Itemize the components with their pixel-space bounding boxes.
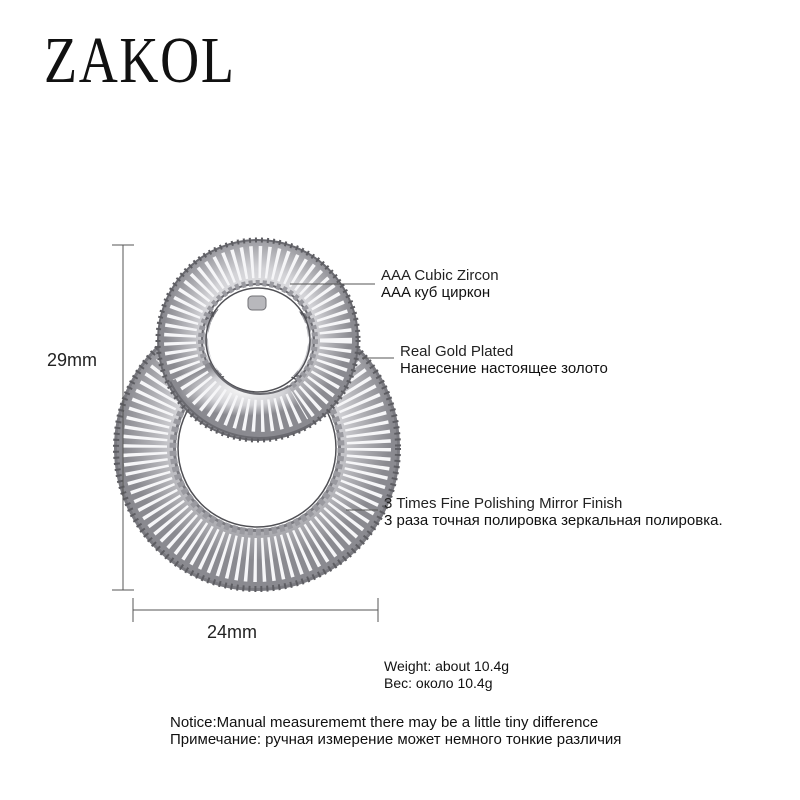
feature-polish-en: 3 Times Fine Polishing Mirror Finish xyxy=(384,495,623,512)
weight-ru: Вес: около 10.4g xyxy=(384,675,493,691)
feature-gold-en: Real Gold Plated xyxy=(400,343,514,360)
feature-zircon-en: AAA Cubic Zircon xyxy=(381,267,499,284)
weight-info xyxy=(384,658,509,692)
feature-polish-ru: 3 раза точная полировка зеркальная полировка. xyxy=(384,512,723,529)
width-dimension-line xyxy=(133,598,378,622)
feature-zircon-ru: AAA куб циркон xyxy=(381,284,491,301)
width-label: 24mm xyxy=(207,622,258,642)
notice-en: Notice:Manual measurememt there may be a little tiny difference xyxy=(170,714,599,731)
feature-zircon xyxy=(381,267,499,301)
height-label: 29mm xyxy=(47,350,98,370)
feature-gold-ru: Нанесение настоящее золото xyxy=(400,360,608,377)
measurement-notice xyxy=(170,714,621,748)
brand-logo: ZAKOL xyxy=(44,24,236,97)
earring-image xyxy=(116,240,398,589)
feature-gold xyxy=(400,343,608,377)
feature-polish xyxy=(384,495,723,529)
weight-en: Weight: about 10.4g xyxy=(384,658,510,674)
notice-ru: Примечание: ручная измерение может немного тонкие различия xyxy=(170,731,622,748)
